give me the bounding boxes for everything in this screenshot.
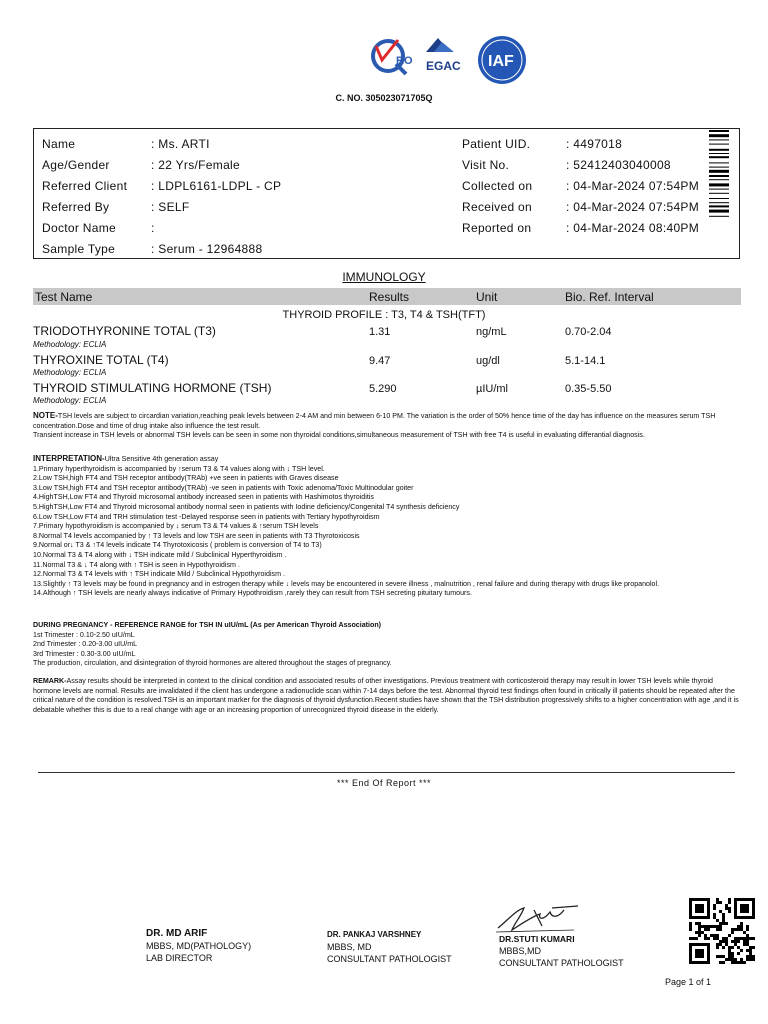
interpretation-item: 7.Primary hypothyroidism is accompanied by ↓ serum T3 & T4 values & ↑serum TSH levels xyxy=(33,522,319,531)
signatory-qualification: MBBS, MD(PATHOLOGY) xyxy=(146,941,252,951)
patient-field-label: Patient UID. xyxy=(462,137,531,151)
signatory-qualification: MBBS,MD xyxy=(499,946,542,956)
remark-text: Assay results should be interpreted in context to the clinical condition and associated results of other investigations. Previous treatment with corticosteroid therapy may result in lower TSH levels while thyroid hormone levels are normal. Results are invalidated if the client has undergone a radionuclide scan within 7-14 days before the test. Abnormal thyroid test findings often found in critically ill patients should be repeated after the critical nature of the condition is resolved.TSH is an important marker for the diagnosis of thyroid dysfunction.Recent studies have shown that the TSH distribution progressively shifts to a higher concentration with age ,and it is debatable whether this is due to a real change with age or an increasing proportion of unrecognized thyroid disease in the elderly. xyxy=(33,677,739,714)
patient-field-value: : 04-Mar-2024 08:40PM xyxy=(566,221,700,235)
certificate-number: C. NO. 305023071705Q xyxy=(335,93,433,103)
egac-logo xyxy=(426,38,461,73)
pregnancy-footer: The production, circulation, and disintegration of thyroid hormones are altered throughout the stages of pregnancy. xyxy=(33,659,392,668)
interpretation-item: 5.HighTSH,Low FT4 and Thyroid microsomal antibody normal seen in patients with Iodine deficiency/Congenital T4 synthesis deficiency xyxy=(33,502,460,511)
patient-field-value: : 04-Mar-2024 07:54PM xyxy=(566,179,700,193)
interpretation-item: 3.Low TSH,high FT4 and TSH receptor antibody(TRAb) -ve seen in patients with Toxic adenoma/Toxic Multinodular goiter xyxy=(33,483,414,492)
patient-field-label: Name xyxy=(42,137,76,151)
signatory-title: CONSULTANT PATHOLOGIST xyxy=(327,954,452,964)
interpretation-item: 2.Low TSH,high FT4 and TSH receptor antibody(TRAb) +ve seen in patients with Graves disease xyxy=(33,474,339,483)
patient-field-value: : xyxy=(151,221,155,235)
ref-interval: 5.1-14.1 xyxy=(565,355,606,367)
iaf-logo xyxy=(478,36,526,84)
patient-field-label: Referred By xyxy=(42,200,110,214)
patient-field-label: Doctor Name xyxy=(42,221,116,235)
barcode xyxy=(709,130,729,240)
trimester-line: 2nd Trimester : 0.20-3.00 uIU/mL xyxy=(33,640,138,649)
col-results: Results xyxy=(369,290,410,304)
pregnancy-block xyxy=(33,621,741,669)
result-value: 5.290 xyxy=(369,383,397,395)
ref-interval: 0.35-5.50 xyxy=(565,383,612,395)
signatory-3 xyxy=(499,933,624,969)
interpretation-item: 12.Normal T3 & T4 levels with ↑ TSH indicate Mild / Subclinical Hypothyroidism . xyxy=(33,570,285,579)
patient-details-box xyxy=(33,128,740,259)
signatory-name: DR.STUTI KUMARI xyxy=(499,934,575,944)
interpretation-subtitle: Ultra Sensitive 4th generation assay xyxy=(104,455,219,463)
profile-title: THYROID PROFILE : T3, T4 & TSH(TFT) xyxy=(282,309,486,321)
qro-logo xyxy=(373,40,413,74)
divider xyxy=(38,772,735,773)
interpretation-item: 6.Low TSH,Low FT4 and TRH stimulation test -Delayed response seen in patients with Tertiary hypothyroidism xyxy=(33,512,380,521)
signatory-name: DR. MD ARIF xyxy=(146,928,208,939)
end-of-report: *** End Of Report *** xyxy=(336,778,432,788)
interpretation-item: 11.Normal T3 & ↓ T4 along with ↑ TSH is seen in Hypothyroidism . xyxy=(33,560,240,569)
signatory-title: CONSULTANT PATHOLOGIST xyxy=(499,958,624,968)
patient-field-label: Collected on xyxy=(462,179,533,193)
methodology: Methodology: ECLIA xyxy=(33,368,107,377)
note-text: TSH levels are subject to circardian variation,reaching peak levels between 2-4 AM and min between 6-10 PM. The variation is the order of 50% hence time of the day has influence on the measures serum TSH concentration.Dose and time of drug intake also influence the test result. xyxy=(33,412,716,430)
patient-field-label: Age/Gender xyxy=(42,158,110,172)
qr-code xyxy=(689,898,755,964)
test-name: TRIODOTHYRONINE TOTAL (T3) xyxy=(33,324,216,338)
patient-field-label: Visit No. xyxy=(462,158,510,172)
signatory-qualification: MBBS, MD xyxy=(327,942,372,952)
svg-text:IAF: IAF xyxy=(488,53,514,70)
unit-value: ng/mL xyxy=(476,326,507,338)
interpretation-item: 14.Although ↑ TSH levels are nearly always indicative of Primary Hypothroidism ,rarely they can result from TSH secreting pituitary tumours. xyxy=(33,589,472,598)
patient-field-value: : LDPL6161-LDPL - CP xyxy=(151,179,282,193)
trimester-line: 3rd Trimester : 0.30-3.00 uIU/mL xyxy=(33,649,136,658)
interpretation-item: 13.Slightly ↑ T3 levels may be found in pregnancy and in estrogen therapy while ↓ levels may be encountered in severe illness , malnutrition , renal failure and during therapy with drugs like propanolol. xyxy=(33,579,660,588)
interpretation-label: INTERPRETATION- xyxy=(33,454,105,463)
remark-paragraph xyxy=(33,677,741,715)
trimester-line: 1st Trimester : 0.10-2.50 uIU/mL xyxy=(33,630,135,639)
patient-field-value: : Serum - 12964888 xyxy=(151,242,263,256)
col-unit: Unit xyxy=(476,290,498,304)
patient-field-value: : 52412403040008 xyxy=(566,158,671,172)
methodology: Methodology: ECLIA xyxy=(33,396,107,405)
patient-field-value: : 22 Yrs/Female xyxy=(151,158,240,172)
pregnancy-title: DURING PREGNANCY - REFERENCE RANGE for TSH IN uIU/mL (As per American Thyroid Association) xyxy=(33,621,382,629)
patient-field-label: Received on xyxy=(462,200,533,214)
result-value: 9.47 xyxy=(369,355,391,367)
patient-field-value: : SELF xyxy=(151,200,190,214)
unit-value: ug/dl xyxy=(476,355,500,367)
note-label: NOTE- xyxy=(33,411,58,420)
svg-text:RO: RO xyxy=(396,55,413,67)
note-text-2: Transient increase in TSH levels or abnormal TSH levels can be seen in some non thyroidal conditions,simultaneous measurement of TSH with free T4 is useful in evaluating differantial diagnosis. xyxy=(33,431,645,440)
handwritten-signature xyxy=(494,900,582,936)
test-name: THYROID STIMULATING HORMONE (TSH) xyxy=(33,381,272,395)
result-value: 1.31 xyxy=(369,326,391,338)
interpretation-item: 10.Normal T3 & T4 along with ↓ TSH indicate mild / Subclinical Hyperthyroidism . xyxy=(33,550,287,559)
accreditation-logos xyxy=(368,34,534,92)
svg-text:EGAC: EGAC xyxy=(426,59,461,73)
patient-field-value: : Ms. ARTI xyxy=(151,137,210,151)
signatory-title: LAB DIRECTOR xyxy=(146,953,213,963)
note-paragraph xyxy=(33,411,741,441)
interpretation-item: 9.Normal or↓ T3 & ↑T4 levels indicate T4 Thyrotoxicosis ( problem is conversion of T4 to T3) xyxy=(33,541,322,550)
interpretation-item: 4.HighTSH,Low FT4 and Thyroid microsomal antibody increased seen in patients with Hashimotos thyroiditis xyxy=(33,493,374,502)
test-name: THYROXINE TOTAL (T4) xyxy=(33,353,169,367)
remark-label: REMARK- xyxy=(33,677,67,685)
signatory-1 xyxy=(146,928,251,964)
patient-field-label: Reported on xyxy=(462,221,532,235)
section-title: IMMUNOLOGY xyxy=(342,270,426,284)
signatory-name: DR. PANKAJ VARSHNEY xyxy=(327,930,422,939)
table-header xyxy=(33,288,741,305)
interpretation-item: 1.Primary hyperthyroidism is accompanied by ↑serum T3 & T4 values along with ↓ TSH level. xyxy=(33,464,325,473)
patient-field-value: : 4497018 xyxy=(566,137,623,151)
signatory-2 xyxy=(327,929,452,965)
page-number: Page 1 of 1 xyxy=(665,977,712,987)
col-test-name: Test Name xyxy=(35,290,93,304)
patient-field-value: : 04-Mar-2024 07:54PM xyxy=(566,200,700,214)
interpretation-item: 8.Normal T4 levels accompanied by ↑ T3 levels and low TSH are seen in patients with T3 Thyrotoxicosis xyxy=(33,531,360,540)
col-ref-interval: Bio. Ref. Interval xyxy=(565,290,654,304)
methodology: Methodology: ECLIA xyxy=(33,340,107,349)
interpretation-block xyxy=(33,454,741,599)
patient-field-label: Referred Client xyxy=(42,179,128,193)
unit-value: µIU/ml xyxy=(476,383,509,395)
ref-interval: 0.70-2.04 xyxy=(565,326,612,338)
patient-field-label: Sample Type xyxy=(42,242,116,256)
